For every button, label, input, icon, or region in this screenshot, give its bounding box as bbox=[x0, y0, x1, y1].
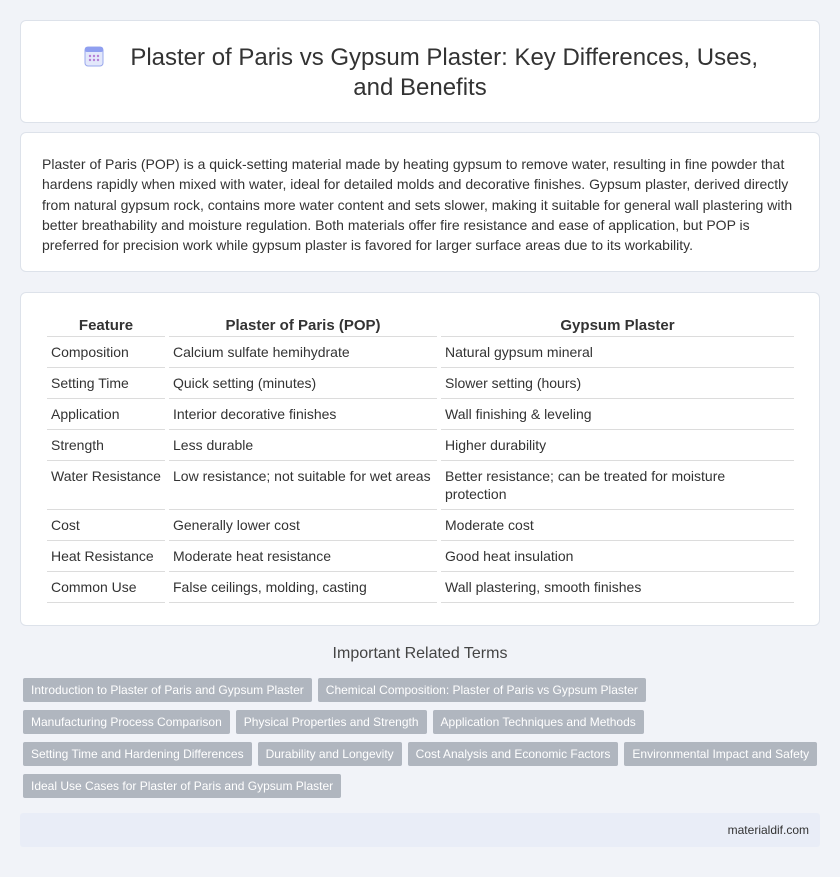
cell-feature: Common Use bbox=[47, 572, 165, 603]
cell-gypsum: Natural gypsum mineral bbox=[441, 337, 794, 368]
cell-gypsum: Higher durability bbox=[441, 430, 794, 461]
related-term-tag[interactable]: Introduction to Plaster of Paris and Gypsum Plaster bbox=[23, 678, 312, 702]
page-title: Plaster of Paris vs Gypsum Plaster: Key Differences, Uses, and Benefits bbox=[130, 44, 759, 101]
related-term-tag[interactable]: Setting Time and Hardening Differences bbox=[23, 742, 252, 766]
cell-feature: Heat Resistance bbox=[47, 541, 165, 572]
table-row bbox=[47, 368, 794, 399]
related-terms-tags bbox=[23, 678, 823, 806]
table-row bbox=[47, 399, 794, 430]
related-terms-heading: Important Related Terms bbox=[332, 645, 508, 662]
tag-row bbox=[23, 742, 823, 774]
header-pop: Plaster of Paris (POP) bbox=[169, 317, 437, 337]
footer-site[interactable]: materialdif.com bbox=[727, 823, 809, 837]
related-term-tag[interactable]: Ideal Use Cases for Plaster of Paris and Gypsum Plaster bbox=[23, 774, 341, 798]
cell-feature: Cost bbox=[47, 510, 165, 541]
cell-feature: Strength bbox=[47, 430, 165, 461]
related-term-tag[interactable]: Cost Analysis and Economic Factors bbox=[408, 742, 619, 766]
cell-gypsum: Better resistance; can be treated for moisture protection bbox=[441, 461, 794, 510]
cell-feature: Application bbox=[47, 399, 165, 430]
cell-pop: False ceilings, molding, casting bbox=[169, 572, 437, 603]
table-row bbox=[47, 541, 794, 572]
calendar-grid-icon bbox=[82, 44, 106, 68]
related-term-tag[interactable]: Physical Properties and Strength bbox=[236, 710, 427, 734]
tag-row bbox=[23, 678, 823, 710]
table-row bbox=[47, 430, 794, 461]
cell-pop: Calcium sulfate hemihydrate bbox=[169, 337, 437, 368]
header-card bbox=[20, 20, 820, 123]
table-header-row bbox=[47, 317, 794, 337]
related-term-tag[interactable]: Chemical Composition: Plaster of Paris vs Gypsum Plaster bbox=[318, 678, 646, 702]
cell-feature: Composition bbox=[47, 337, 165, 368]
cell-pop: Quick setting (minutes) bbox=[169, 368, 437, 399]
title-wrap bbox=[21, 43, 819, 103]
cell-pop: Less durable bbox=[169, 430, 437, 461]
cell-gypsum: Wall plastering, smooth finishes bbox=[441, 572, 794, 603]
cell-pop: Moderate heat resistance bbox=[169, 541, 437, 572]
comparison-card bbox=[20, 292, 820, 626]
cell-gypsum: Wall finishing & leveling bbox=[441, 399, 794, 430]
table-row bbox=[47, 572, 794, 603]
related-term-tag[interactable]: Durability and Longevity bbox=[258, 742, 402, 766]
cell-gypsum: Good heat insulation bbox=[441, 541, 794, 572]
tag-row bbox=[23, 774, 823, 806]
cell-feature: Water Resistance bbox=[47, 461, 165, 510]
header-gypsum: Gypsum Plaster bbox=[441, 317, 794, 337]
table-row bbox=[47, 337, 794, 368]
table-row bbox=[47, 461, 794, 510]
related-term-tag[interactable]: Environmental Impact and Safety bbox=[624, 742, 817, 766]
header-feature: Feature bbox=[47, 317, 165, 337]
table-row bbox=[47, 510, 794, 541]
intro-card bbox=[20, 132, 820, 272]
cell-pop: Generally lower cost bbox=[169, 510, 437, 541]
cell-pop: Interior decorative finishes bbox=[169, 399, 437, 430]
tag-row bbox=[23, 710, 823, 742]
cell-gypsum: Moderate cost bbox=[441, 510, 794, 541]
cell-feature: Setting Time bbox=[47, 368, 165, 399]
cell-gypsum: Slower setting (hours) bbox=[441, 368, 794, 399]
related-term-tag[interactable]: Application Techniques and Methods bbox=[433, 710, 644, 734]
intro-paragraph: Plaster of Paris (POP) is a quick-setting material made by heating gypsum to remove water, resulting in fine powder that hardens rapidly when mixed with water, ideal for detailed molds and decorative finishes. Gypsum plaster, derived directly from natural gypsum rock, contains more water content and sets slower, making it suitable for general wall plastering with better breathability and moisture regulation. Both materials offer fire resistance and ease of application, but POP is preferred for precision work while gypsum plaster is favored for larger surface areas due to its workability. bbox=[42, 156, 793, 254]
related-term-tag[interactable]: Manufacturing Process Comparison bbox=[23, 710, 230, 734]
cell-pop: Low resistance; not suitable for wet areas bbox=[169, 461, 437, 510]
comparison-table bbox=[43, 317, 798, 603]
footer bbox=[20, 813, 820, 847]
